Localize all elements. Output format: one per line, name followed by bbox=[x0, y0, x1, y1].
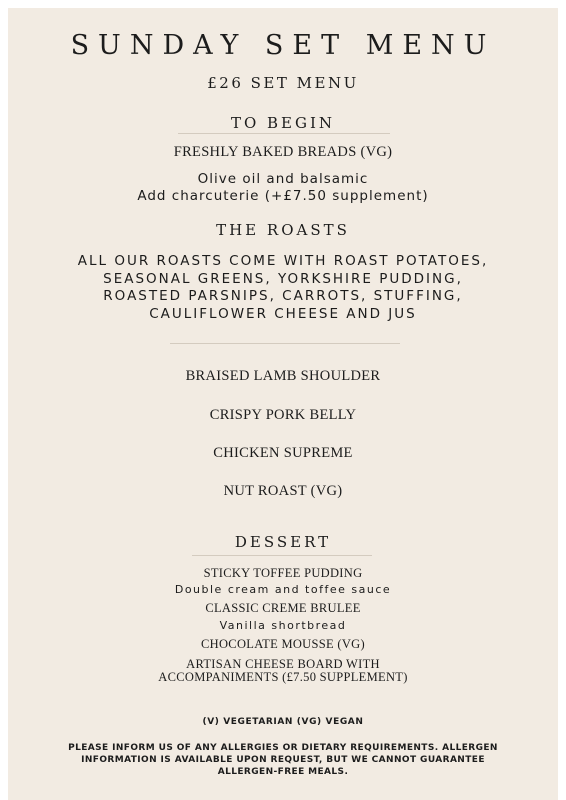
roasts-desc-line-1: ALL OUR ROASTS COME WITH ROAST POTATOES, bbox=[77, 253, 489, 269]
starter-desc-line-2: Add charcuterie (+£7.50 supplement) bbox=[137, 188, 429, 204]
dessert-item-sticky-toffee: STICKY TOFFEE PUDDING bbox=[203, 566, 363, 580]
roasts-desc-line-2: SEASONAL GREENS, YORKSHIRE PUDDING, bbox=[103, 270, 463, 287]
price-line: £26 SET MENU bbox=[207, 74, 359, 92]
dietary-legend: (V) VEGETARIAN (VG) VEGAN bbox=[202, 717, 364, 727]
section-heading-to-begin: TO BEGIN bbox=[230, 114, 336, 132]
roast-item-chicken: CHICKEN SUPREME bbox=[213, 445, 353, 461]
allergy-notice-line-2: INFORMATION IS AVAILABLE UPON REQUEST, BUT WE CANNOT GUARANTEE bbox=[81, 755, 485, 765]
divider-roasts bbox=[170, 343, 400, 344]
roast-item-nut-roast: NUT ROAST (VG) bbox=[223, 483, 343, 499]
dessert-item-chocolate-mousse: CHOCOLATE MOUSSE (VG) bbox=[201, 637, 365, 651]
dessert-desc-creme-brulee: Vanilla shortbread bbox=[219, 619, 347, 632]
starter-item: FRESHLY BAKED BREADS (VG) bbox=[173, 144, 393, 160]
divider-dessert bbox=[192, 555, 372, 556]
dessert-item-creme-brulee: CLASSIC CREME BRULEE bbox=[205, 601, 361, 615]
starter-desc-line-1: Olive oil and balsamic bbox=[197, 171, 369, 187]
roast-item-pork: CRISPY PORK BELLY bbox=[209, 407, 357, 423]
menu-title: SUNDAY SET MENU bbox=[70, 30, 496, 61]
roasts-desc-line-4: CAULIFLOWER CHEESE AND JUS bbox=[149, 305, 417, 322]
dessert-item-cheese-board-line-2: ACCOMPANIMENTS (£7.50 SUPPLEMENT) bbox=[158, 670, 408, 684]
section-heading-dessert: DESSERT bbox=[234, 533, 332, 551]
divider-to-begin bbox=[178, 133, 390, 134]
dessert-item-cheese-board-line-1: ARTISAN CHEESE BOARD WITH bbox=[186, 657, 380, 671]
allergy-notice-line-3: ALLERGEN-FREE MEALS. bbox=[217, 767, 349, 777]
section-heading-roasts: THE ROASTS bbox=[216, 221, 350, 239]
roasts-desc-line-3: ROASTED PARSNIPS, CARROTS, STUFFING, bbox=[103, 288, 463, 304]
allergy-notice-line-1: PLEASE INFORM US OF ANY ALLERGIES OR DIETARY REQUIREMENTS. ALLERGEN bbox=[68, 743, 498, 753]
dessert-desc-sticky-toffee: Double cream and toffee sauce bbox=[174, 583, 392, 596]
roast-item-lamb: BRAISED LAMB SHOULDER bbox=[185, 368, 381, 384]
